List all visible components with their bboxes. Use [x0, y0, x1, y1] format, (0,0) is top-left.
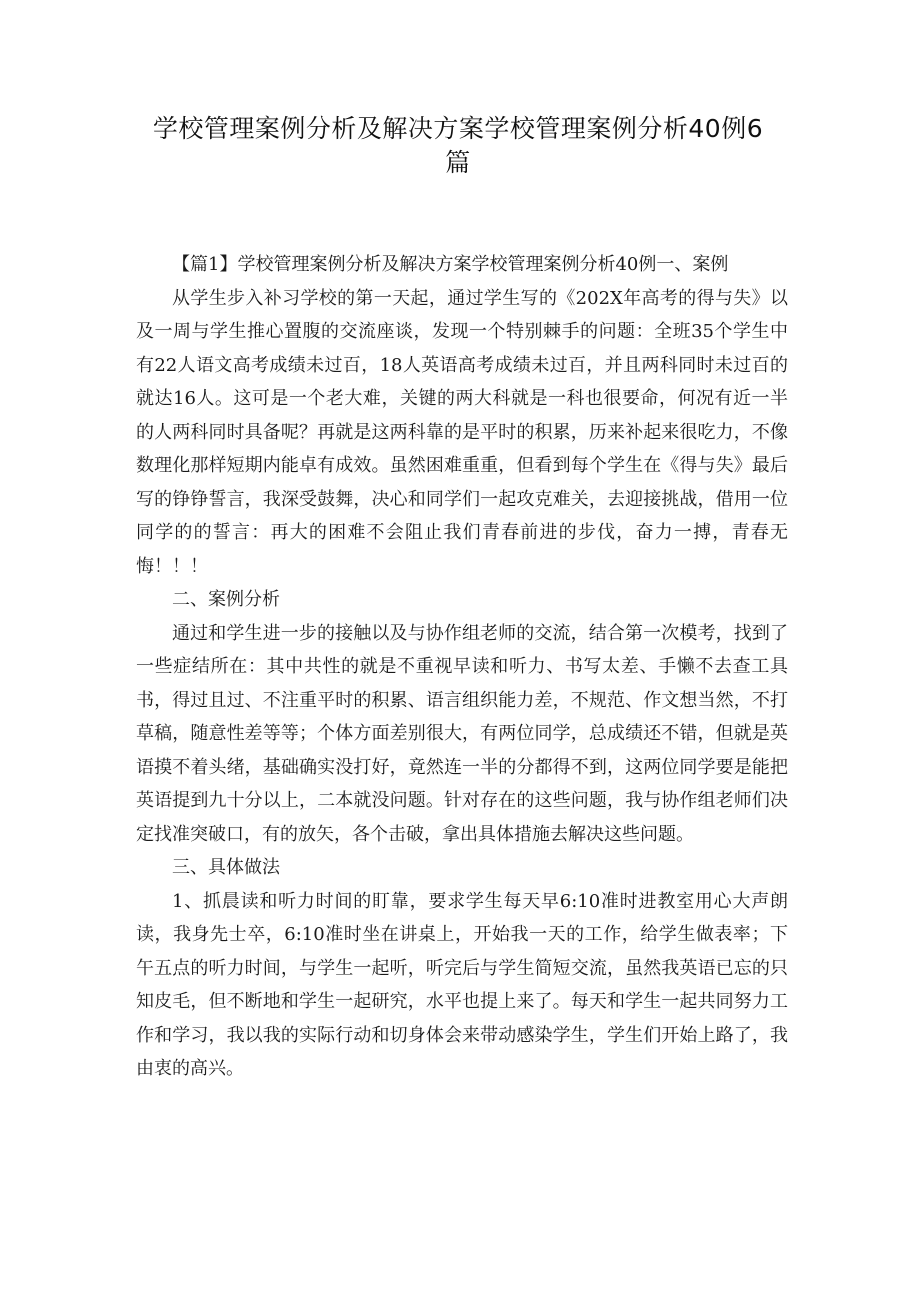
section-heading-analysis: 二、案例分析 [172, 589, 280, 610]
analysis-paragraph: 通过和学生进一步的接触以及与协作组老师的交流，结合第一次模考，找到了一些症结所在：其中共性的就是不重视早读和听力、书写太差、手懒不去查工具书，得过且过、不注重平时的积累、语言组织能力差，不规范、作文想当然，不打草稿，随意性差等等；个体方面差别很大，有两位同学，总成绩还不错，但就是英语摸不着头绪，基础确实没打好，竟然连一半的分都得不到，这两位同学要是能把英语提到九十分以上，二本就没问题。针对存在的这些问题，我与协作组老师们决定找准突破口，有的放矢，各个击破，拿出具体措施去解决这些问题。 [136, 622, 788, 845]
section-heading-methods: 三、具体做法 [172, 857, 280, 878]
case-paragraph: 从学生步入补习学校的第一天起，通过学生写的《202X年高考的得与失》以及一周与学生推心置腹的交流座谈，发现一个特别棘手的问题：全班35个学生中有22人语文高考成绩未过百，18人英语高考成绩未过百，并且两科同时未过百的就达16人。这可是一个老大难，关键的两大科就是一科也很要命，何况有近一半的人两科同时具备呢？再就是这两科靠的是平时的积累，历来补起来很吃力，不像数理化那样短期内能卓有成效。虽然困难重重，但看到每个学生在《得与失》最后写的铮铮誓言，我深受鼓舞，决心和同学们一起攻克难关，去迎接挑战，借用一位同学的的誓言：再大的困难不会阻止我们青春前进的步伐，奋力一搏，青春无悔！！！ [136, 287, 788, 577]
methods-paragraph: 1、抓晨读和听力时间的盯靠，要求学生每天早6:10准时进教室用心大声朗读，我身先士卒，6:10准时坐在讲桌上，开始我一天的工作，给学生做表率；下午五点的听力时间，与学生一起听，听完后与学生简短交流，虽然我英语已忘的只知皮毛，但不断地和学生一起研究，水平也提上来了。每天和学生一起共同努力工作和学习，我以我的实际行动和切身体会来带动感染学生，学生们开始上路了，我由衷的高兴。 [136, 890, 788, 1079]
section-intro-paragraph: 【篇1】学校管理案例分析及解决方案学校管理案例分析40例一、案例 [172, 254, 729, 275]
document-body [136, 248, 788, 1086]
document-title: 学校管理案例分析及解决方案学校管理案例分析40例6篇 [152, 114, 764, 177]
